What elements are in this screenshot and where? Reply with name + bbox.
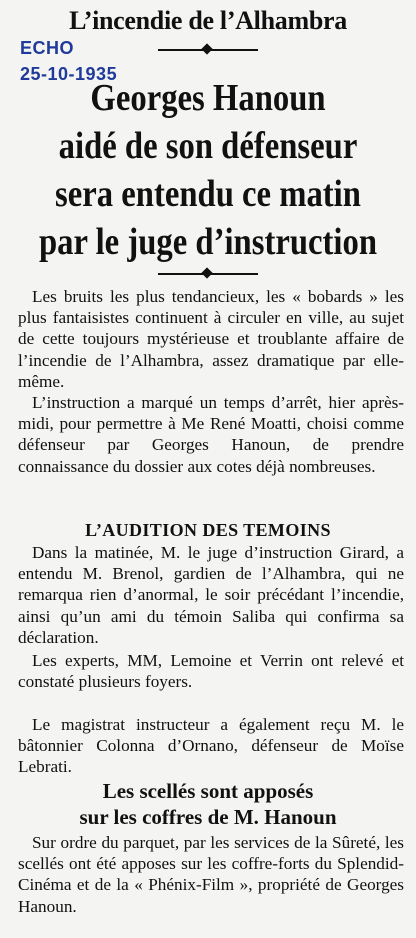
paragraph-1: Les bruits les plus tendancieux, les « bobards » les plus fantaisistes continuent à circuler en ville, au sujet de cette toujours mystérieuse et troublante affaire de l’incendie de l’Alhambra, assez dramatique par elle-même. bbox=[18, 287, 404, 391]
paragraph-2: L’instruction a marqué un temps d’arrêt, hier après-midi, pour permettre à Me René Moatti, choisi comme défenseur par Georges Hanoun, de prendre connaissance du dossier aux cotes déjà nombreuses. bbox=[18, 393, 404, 476]
subhead-scelles-line-1: Les scellés sont apposés bbox=[102, 779, 314, 803]
subhead-scelles-line-2: sur les coffres de M. Hanoun bbox=[79, 805, 337, 829]
headline-line-1: Georges Hanoun bbox=[90, 77, 326, 119]
paragraph-6: Sur ordre du parquet, par les services de la Sûreté, les scellés ont été apposes sur les coffre-forts du Splendid-Cinéma et de la « Phénix-Film », propriété de Georges Hanoun. bbox=[18, 833, 404, 916]
paragraph-5: Le magistrat instructeur a également reçu M. le bâtonnier Colonna d’Ornano, défenseur de Moïse Lebrati. bbox=[18, 715, 404, 777]
source-stamp: ECHO bbox=[20, 38, 75, 58]
headline-line-2: aidé de son défenseur bbox=[58, 125, 358, 167]
headline-line-3: sera entendu ce matin bbox=[55, 173, 361, 215]
ornament-rule-top bbox=[158, 44, 258, 56]
subhead-audition: L’AUDITION DES TEMOINS bbox=[85, 520, 331, 540]
paragraph-3: Dans la matinée, M. le juge d’instruction Girard, a entendu M. Brenol, gardien de l’Alhambra, qui ne remarqua rien d’anormal, le soir précédant l’incendie, ainsi qu’un ami du témoin Saliba qui confirma sa déclaration. bbox=[18, 543, 404, 647]
article-kicker: L’incendie de l’Alhambra bbox=[69, 6, 347, 35]
paragraph-4: Les experts, MM, Lemoine et Verrin ont relevé et constaté plusieurs foyers. bbox=[18, 651, 404, 692]
headline-line-4: par le juge d’instruction bbox=[38, 221, 378, 263]
date-stamp: 25-10-1935 bbox=[20, 64, 118, 84]
ornament-rule-bottom bbox=[158, 268, 258, 280]
